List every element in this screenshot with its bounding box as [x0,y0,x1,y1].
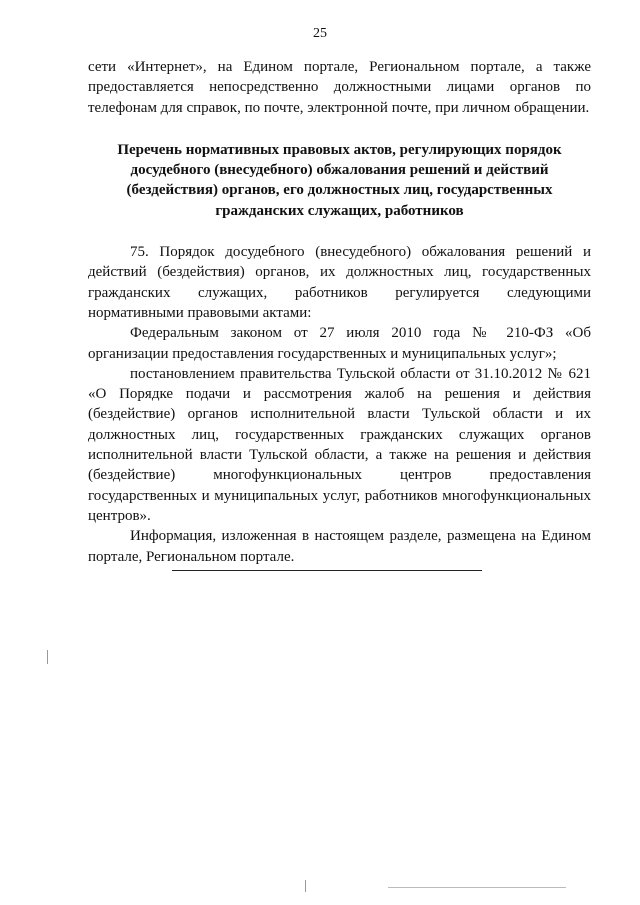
section-heading: Перечень нормативных правовых актов, регулирующих порядок досудебного (внесудебного) обжалования решений и действий (бездействия) органов, его должностных лиц, государственных гражданских служащих, работников [117,141,562,219]
paragraph-regional-resolution: постановлением правительства Тульской области от 31.10.2012 № 621 «О Порядке подачи и рассмотрения жалоб на решения и действия (бездействие) органов исполнительной власти Тульской области и их должностных лиц, государственных гражданских служащих органов исполнительной власти Тульской области, а также на решения и действия (бездействие) многофункциональных центров предоставления государственных и муниципальных услуг, работников многофункциональных центров». [88,365,591,524]
scan-artifact [388,887,566,888]
end-divider [172,570,482,571]
paragraph-federal-law: Федеральным законом от 27 июля 2010 года № 210-ФЗ «Об организации предоставления государственных и муниципальных услуг»; [88,325,591,362]
document-body [88,57,591,567]
paragraph-75: 75. Порядок досудебного (внесудебного) обжалования решений и действий (бездействия) органов, их должностных лиц, государственных гражданских служащих, работников регулируется следующими нормативными правовыми актами: [88,244,591,321]
scan-artifact [47,650,48,664]
paragraph-information-note: Информация, изложенная в настоящем разделе, размещена на Едином портале, Региональном портале. [88,528,591,565]
page-number: 25 [313,26,327,41]
scan-artifact [305,880,306,892]
intro-paragraph: сети «Интернет», на Едином портале, Региональном портале, а также предоставляется непосредственно должностными лицами органов по телефонам для справок, по почте, электронной почте, при личном обращении. [88,59,591,116]
